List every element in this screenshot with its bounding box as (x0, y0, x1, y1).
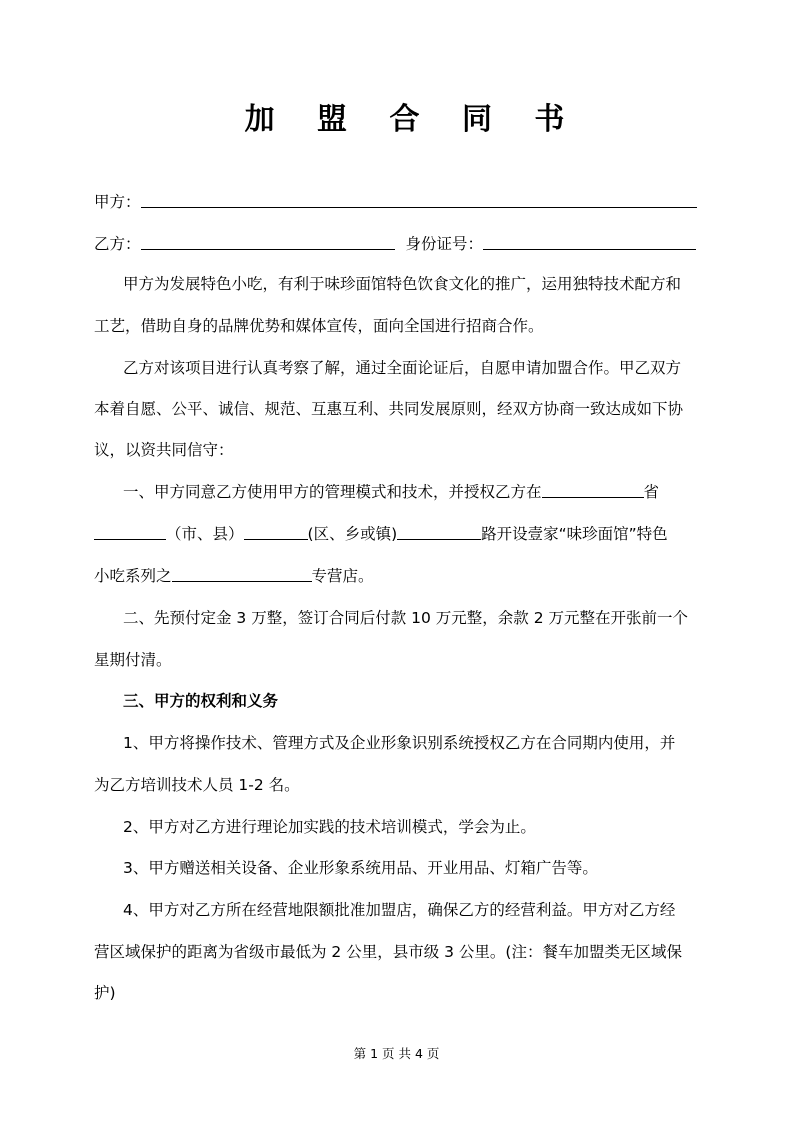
district-label: (区、乡或镇) (307, 525, 398, 543)
intro-line-2: 工艺，借助自身的品牌优势和媒体宣传，面向全国进行招商合作。 (94, 317, 544, 335)
consent-line-3: 议，以资共同信守： (94, 441, 234, 459)
party-b-line (94, 232, 696, 254)
intro-line-1: 甲方为发展特色小吃，有利于味珍面馆特色饮食文化的推广，运用独特技术配方和 (123, 275, 682, 293)
id-number-blank[interactable] (483, 232, 696, 250)
road-blank[interactable] (397, 522, 481, 540)
consent-line-1: 乙方对该项目进行认真考察了解，通过全面论证后，自愿申请加盟合作。甲乙双方 (123, 359, 682, 377)
clause1-line-2 (94, 522, 668, 544)
item4-line-2: 营区域保护的距离为省级市最低为 2 公里，县市级 3 公里。(注：餐车加盟类无区域保 (94, 943, 682, 961)
party-b-label: 乙方： (94, 235, 141, 253)
page-footer: 第 1 页 共 4 页 (353, 1046, 440, 1061)
province-blank[interactable] (542, 480, 644, 498)
item4-line-1: 4、甲方对乙方所在经营地限额批准加盟店，确保乙方的经营利益。甲方对乙方经 (123, 901, 676, 919)
party-b-blank[interactable] (141, 232, 395, 250)
party-a-label: 甲方： (94, 193, 141, 211)
consent-line-2: 本着自愿、公平、诚信、规范、互惠互利、共同发展原则，经双方协商一致达成如下协 (94, 400, 684, 418)
item4-line-3: 护) (94, 984, 116, 1002)
district-blank[interactable] (244, 522, 308, 540)
id-number-label: 身份证号： (405, 235, 483, 253)
item1-line-1: 1、甲方将操作技术、管理方式及企业形象识别系统授权乙方在合同期内使用，并 (123, 734, 676, 752)
clause2-line-2: 星期付清。 (94, 651, 172, 669)
clause1-prefix: 一、甲方同意乙方使用甲方的管理模式和技术，并授权乙方在 (123, 483, 542, 501)
series-prefix: 小吃系列之 (94, 567, 172, 585)
clause1-line-3 (94, 564, 374, 586)
party-a-line (94, 190, 697, 212)
clause2-line-1: 二、先预付定金 3 万整，签订合同后付款 10 万元整，余款 2 万元整在开张前一个 (123, 609, 689, 627)
section3-heading: 三、甲方的权利和义务 (123, 692, 279, 710)
item1-line-2: 为乙方培训技术人员 1-2 名。 (94, 776, 300, 794)
city-label: （市、县） (166, 525, 244, 543)
item2-line: 2、甲方对乙方进行理论加实践的技术培训模式，学会为止。 (123, 818, 536, 836)
province-suffix: 省 (643, 483, 660, 501)
road-suffix: 路开设壹家“味珍面馆”特色 (481, 525, 668, 543)
document-title: 加 盟 合 同 书 (244, 102, 581, 137)
party-a-blank[interactable] (141, 190, 697, 208)
store-name-blank[interactable] (172, 564, 312, 582)
item3-line: 3、甲方赠送相关设备、企业形象系统用品、开业用品、灯箱广告等。 (123, 859, 598, 877)
clause1-line-1 (123, 480, 659, 502)
series-suffix: 专营店。 (311, 567, 374, 585)
city-blank[interactable] (94, 522, 166, 540)
